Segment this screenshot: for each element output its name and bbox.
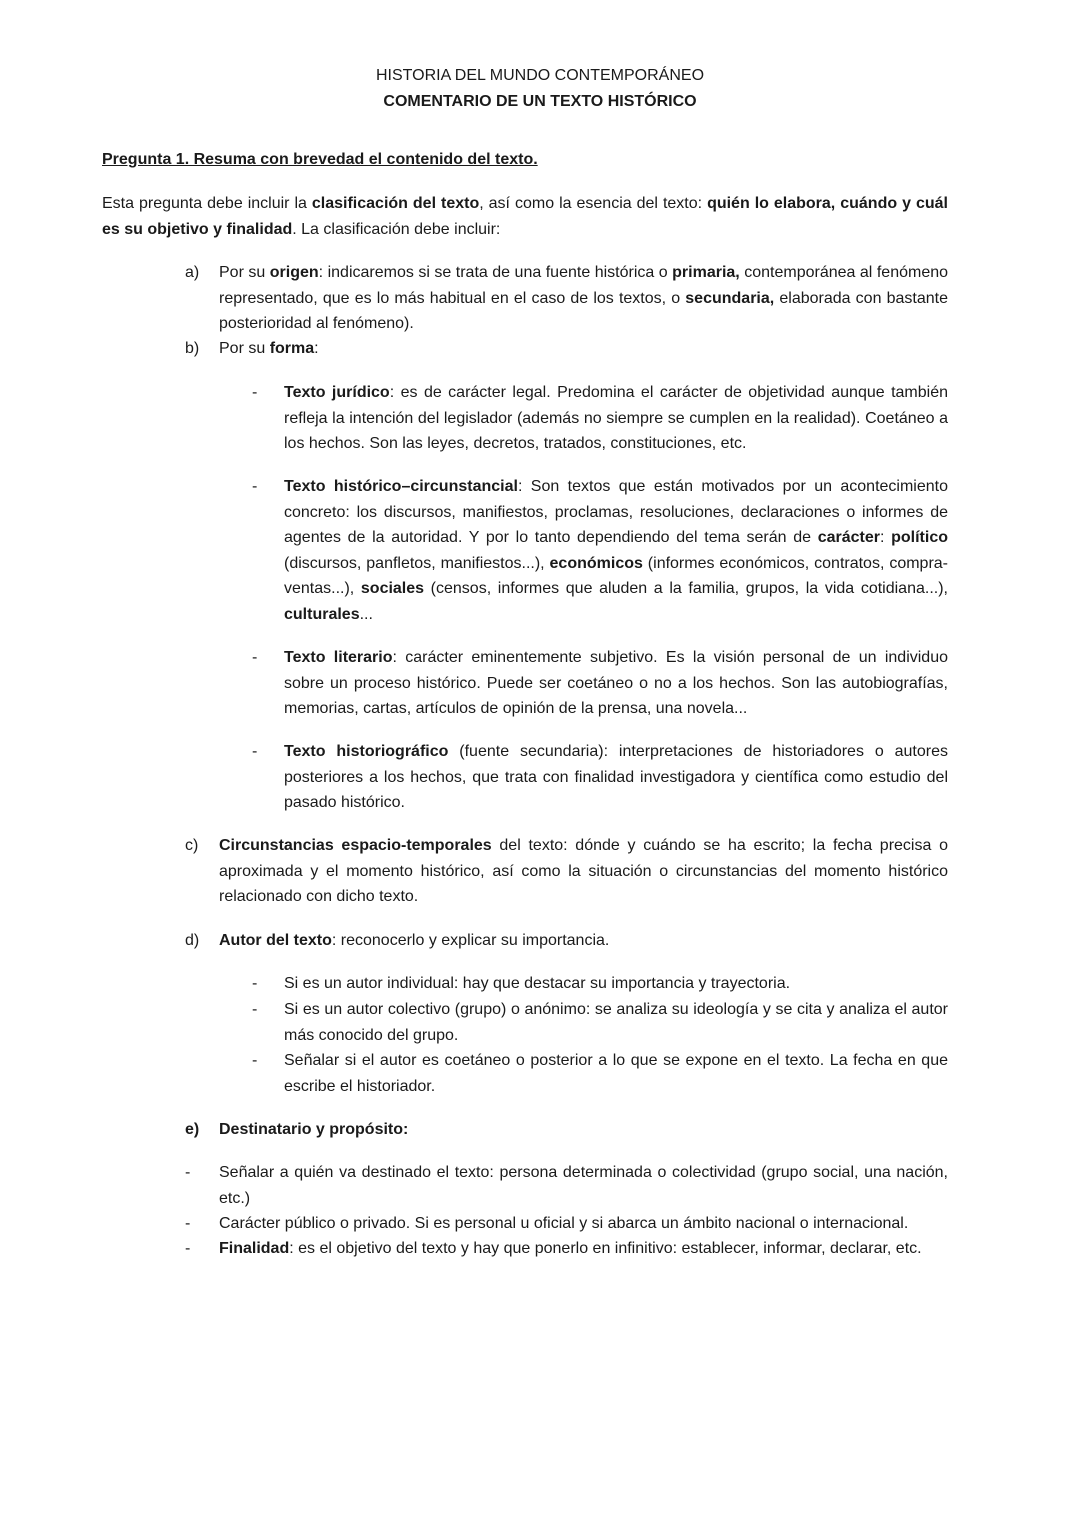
origin-text: Por su origen: indicaremos si se trata de una fuente histórica o primaria, contemporánea al fenómeno representado, que es lo más habitual en el caso de los textos, o secundaria, elaborada con bastante posterioridad al fenómeno). — [219, 264, 949, 332]
form-circunstancial: - Texto histórico–circunstancial: Son textos que están motivados por un acontecimiento concreto: los discursos, manifiestos, proclamas, resoluciones, declaraciones o informes de agentes de la autoridad. Y por lo tanto dependiendo del tema serán de carácter: político (discursos, panfletos, manifiestos...), económicos (informes económicos, contratos, compra-ventas...), sociales (censos, informes que aluden a la familia, grupos, la vida cotidiana...), culturales... — [250, 474, 948, 627]
form-historiografico: - Texto historiográfico (fuente secundaria): interpretaciones de historiadores o autores posteriores a los hechos, que trata con finalidad investigadora y científica como estudio del pasado histórico. — [250, 739, 948, 816]
list-marker: d) — [185, 932, 200, 949]
list-marker: b) — [185, 340, 200, 357]
author-point: - Si es un autor colectivo (grupo) o anónimo: se analiza su ideología y se cita y analiza el autor más conocido del grupo. — [250, 997, 948, 1048]
dash-marker: - — [252, 384, 258, 401]
dash-marker: - — [185, 1240, 191, 1257]
document-subtitle: COMENTARIO DE UN TEXTO HISTÓRICO — [383, 93, 697, 110]
intro-paragraph: Esta pregunta debe incluir la clasificación del texto, así como la esencia del texto: quién lo elabora, cuándo y cuál es su objetivo y finalidad. La clasificación debe incluir: — [102, 195, 948, 238]
list-item-author: d) Autor del texto: reconocerlo y explicar su importancia. — [185, 928, 948, 954]
list-marker: e) — [185, 1121, 200, 1138]
dash-marker: - — [185, 1215, 191, 1232]
course-title: HISTORIA DEL MUNDO CONTEMPORÁNEO — [375, 67, 705, 84]
author-point: - Si es un autor individual: hay que destacar su importancia y trayectoria. — [250, 971, 948, 997]
dash-marker: - — [252, 743, 258, 760]
list-item-origin — [185, 260, 948, 337]
form-juridico: - Texto jurídico: es de carácter legal. Predomina el carácter de objetividad aunque también refleja la intención del legislador (además no siempre se cumplen en la realidad). Coetáneo a los hechos. Son las leyes, decretos, tratados, constituciones, etc. — [250, 380, 948, 457]
list-item-circumstances: c) Circunstancias espacio-temporales del texto: dónde y cuándo se ha escrito; la fecha precisa o aproximada y el momento histórico, así como la situación o circunstancias del momento histórico relacionado con dicho texto. — [185, 833, 948, 910]
author-point: - Señalar si el autor es coetáneo o posterior a lo que se expone en el texto. La fecha en que escribe el historiador. — [250, 1048, 948, 1099]
recipient-point: - Finalidad: es el objetivo del texto y hay que ponerlo en infinitivo: establecer, informar, declarar, etc. — [185, 1236, 948, 1262]
list-marker: a) — [185, 264, 200, 281]
list-item-recipient: e) Destinatario y propósito: — [185, 1117, 948, 1143]
dash-marker: - — [185, 1164, 191, 1181]
list-marker: c) — [185, 837, 199, 854]
dash-marker: - — [252, 1001, 258, 1018]
recipient-point: - Carácter público o privado. Si es personal u oficial y si abarca un ámbito nacional o internacional. — [185, 1211, 948, 1237]
question-heading: Pregunta 1. Resuma con brevedad el contenido del texto. — [102, 151, 538, 168]
dash-marker: - — [252, 1052, 258, 1069]
list-item-form — [185, 336, 948, 362]
form-literario: - Texto literario: carácter eminentemente subjetivo. Es la visión personal de un individuo sobre un proceso histórico. Puede ser coetáneo o no a los hechos. Son las autobiografías, memorias, cartas, artículos de opinión de la prensa, una novela... — [250, 645, 948, 722]
dash-marker: - — [252, 649, 258, 666]
form-text: Por su forma: — [219, 340, 319, 357]
dash-marker: - — [252, 478, 258, 495]
recipient-point: - Señalar a quién va destinado el texto: persona determinada o colectividad (grupo social, una nación, etc.) — [185, 1160, 948, 1211]
dash-marker: - — [252, 975, 258, 992]
